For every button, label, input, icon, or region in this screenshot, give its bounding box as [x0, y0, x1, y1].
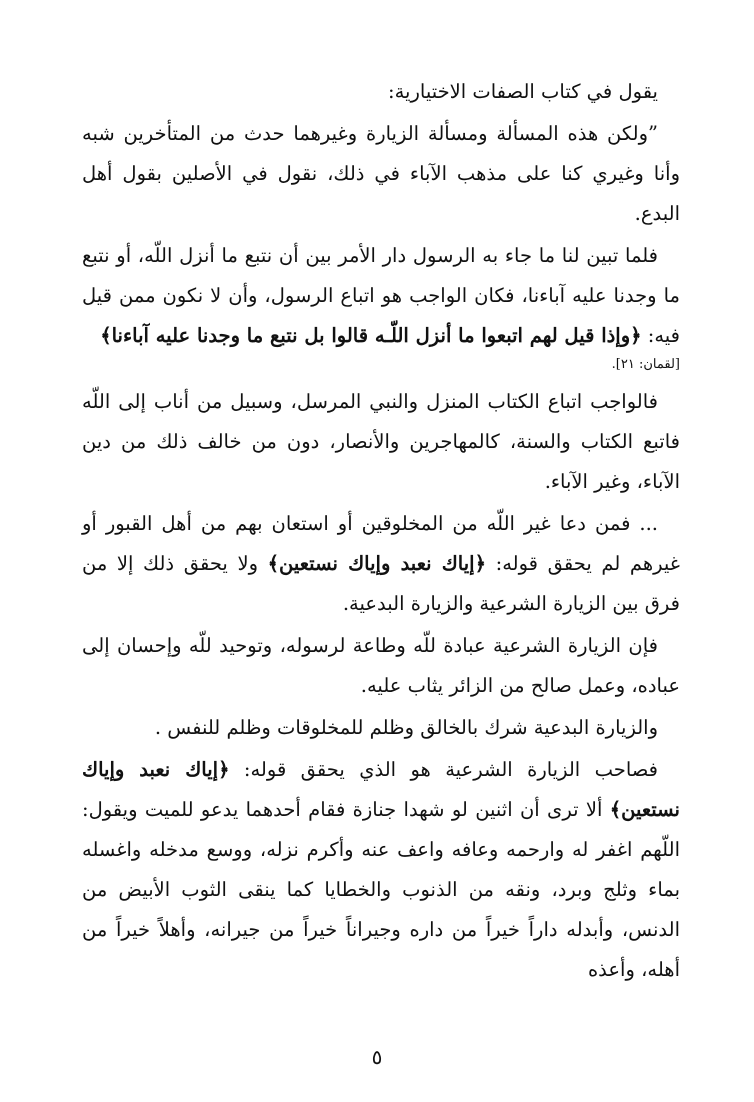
quran-verse: ﴿إياك نعبد وإياك نستعين﴾	[267, 552, 487, 575]
paragraph	[82, 750, 680, 990]
page-number: ٥	[371, 1045, 383, 1069]
paragraph	[82, 382, 680, 502]
text-segment: يقول في كتاب الصفات الاختيارية:	[388, 80, 658, 103]
text-segment: فلما تبين لنا ما جاء به الرسول دار الأمر بين أن نتبع ما أنزل اللّه، أو نتبع ما وجدنا عليه آباءنا، فكان الواجب هو اتباع الرسول، وأن لا نكون ممن قيل فيه:	[82, 244, 680, 347]
text-segment: ولا يحقق ذلك إلا من فرق بين الزيارة الشرعية والزيارة البدعية.	[82, 552, 680, 615]
text-segment: [لقمان: ٢١].	[611, 357, 680, 372]
text-segment: والزيارة البدعية شرك بالخالق وظلم للمخلوقات وظلم للنفس .	[154, 716, 658, 739]
text-segment: ألا ترى أن اثنين لو شهدا جنازة فقام أحدهما يدعو للميت ويقول: اللّهم اغفر له وارحمه وعافه واعف عنه وأكرم نزله، ووسع مدخله واغسله بماء وثلج وبرد، ونقه من الذنوب والخطايا كما ينقى الثوب الأبيض من الدنس، وأبدله داراً خيراً من داره وجيراناً خيراً من جيرانه، وأهلاً خيراً من أهله، وأعذه	[82, 798, 680, 981]
text-segment: فإن الزيارة الشرعية عبادة للّه وطاعة لرسوله، وتوحيد للّه وإحسان إلى عباده، وعمل صالح من الزائر يثاب عليه.	[82, 634, 680, 697]
text-segment: ”ولكن هذه المسألة ومسألة الزيارة وغيرهما حدث من المتأخرين شبه وأنا وغيري كنا على مذهب الآباء في ذلك، نقول في الأصلين بقول أهل البدع.	[82, 122, 680, 225]
text-segment: فصاحب الزيارة الشرعية هو الذي يحقق قوله:	[229, 758, 659, 781]
paragraph	[82, 626, 680, 706]
quran-verse: ﴿وإذا قيل لهم اتبعوا ما أنزل اللّـه قالوا بل نتبع ما وجدنا عليه آباءنا﴾	[100, 324, 642, 347]
paragraph	[82, 236, 680, 356]
paragraph	[82, 114, 680, 234]
text-segment: فالواجب اتباع الكتاب المنزل والنبي المرسل، وسبيل من أناب إلى اللّه فاتبع الكتاب والسنة، كالمهاجرين والأنصار، دون من خالف ذلك من دين الآباء، وغير الآباء.	[82, 390, 680, 493]
document-page	[82, 72, 680, 992]
quran-verse: ﴿إياك نعبد وإياك نستعين﴾	[82, 758, 680, 821]
paragraph	[82, 708, 680, 748]
verse-reference	[82, 354, 680, 376]
paragraph	[82, 504, 680, 624]
text-segment: ... فمن دعا غير اللّه من المخلوقين أو استعان بهم من أهل القبور أو غيرهم لم يحقق قوله:	[82, 512, 680, 575]
paragraph	[82, 72, 680, 112]
